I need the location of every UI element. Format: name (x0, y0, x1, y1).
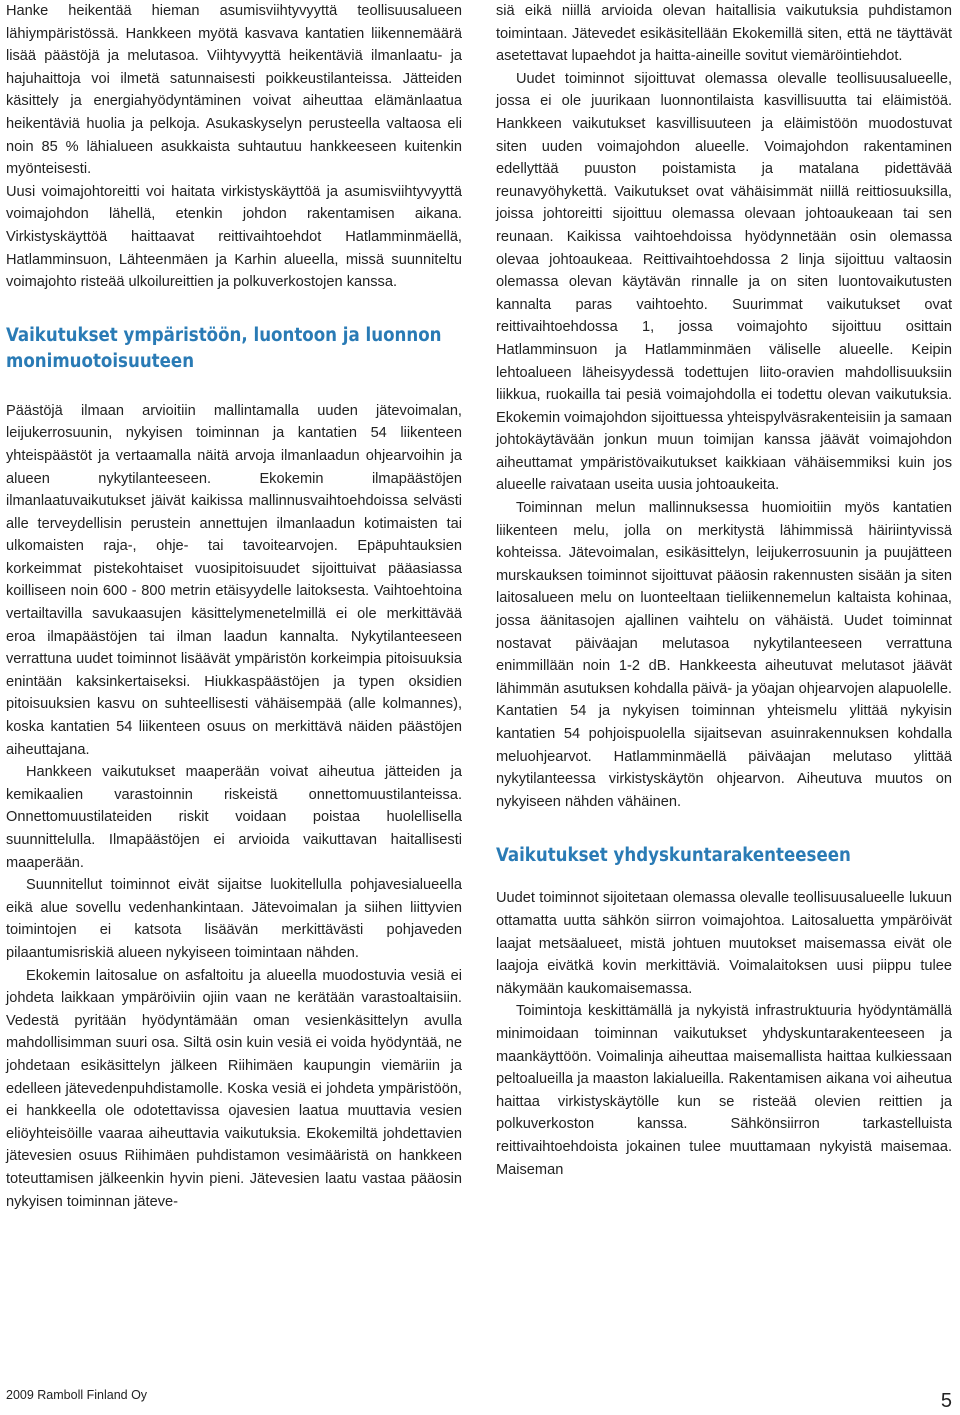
paragraph: Päästöjä ilmaan arvioitiin mallintamalla uuden jätevoimalan, leijukerrosuunin, nykyisen toiminnan ja kantatien 54 liikenteen yhteispäästöt ja vertaamalla näitä arvoja ilmanlaadun ohjearvoihin ja alueen nykytilanteeseen. Ekokemin ilmapäästöjen ilmanlaatuvaikutukset jäivät kaikissa mallinnusvaihtoehdoissa selvästi alle terveydellisin perustein annettujen ilmanlaadun kotimaisten tai ulkomaisten raja-, ohje- tai tavoitearvojen. Epäpuhtauksien korkeimmat pistekohtaiset vuosipitoisuudet sijoittuivat pääasiassa koilliseen noin 600 - 800 metrin etäisyydelle laitoksesta. Vaihtoehtoina vertailtavilla savukaasujen käsittelymenetelmillä ei ole merkittävää eroa ilmapäästöjen tai ilman laadun kannalta. Nykytilanteeseen verrattuna uudet toiminnot lisäävät ympäristön korkeimpia pitoisuuksia enintään kaksinkertaiseksi. Hiukkaspäästöjen ja typen oksidien pitoisuuksien kasvu on suhteellisesti vähäisempää (alle kolmannes), koska kantatien 54 liikenteen osuus on merkittävä näiden päästöjen aiheuttajana. (6, 402, 462, 758)
paragraph: Hankkeen vaikutukset maaperään voivat aiheutua jätteiden ja kemikaalien varastoinnin riskeistä onnettomuustilanteissa. Onnettomuustilateiden riskit voidaan poistaa huolellisella suunnittelulla. Ilmapäästöjen ei arvioida vaikuttavan haitallisesti maaperään. (6, 764, 462, 871)
paragraph: siä eikä niillä arvioida olevan haitallisia vaikutuksia puhdistamon toimintaan. Jätevedet esikäsitellään Ekokemillä siten, että ne täyttävät asetettavat lupaehdot ja haitta-aineille sovitut viemäröintiehdot. (496, 3, 952, 65)
paragraph: Toimintoja keskittämällä ja nykyistä infrastruktuuria hyödyntämällä minimoidaan toiminnan vaikutukset yhdyskuntarakenteeseen ja maankäyttöön. Voimalinja aiheuttaa maisemallista haittaa kulkiessaan peltoalueilla ja maaston lakialueilla. Rakentamisen aikana voi aiheutua haittaa virkistyskäytölle kun se risteää olevien reittien ja polkuverkoston kanssa. Sähkönsiirron tarkastelluista reittivaihtoehdoista jokainen tulee muuttamaan nykyistä maisemaa. Maiseman (496, 1003, 952, 1178)
left-column (6, 0, 462, 1213)
section-heading: Vaikutukset ympäristöön, luontoon ja luonnon monimuotoisuuteen (6, 324, 442, 372)
paragraph: Uudet toiminnot sijoitetaan olemassa olevalle teollisuusalueelle lukuun ottamatta uutta sähkön siirron voimajohtoa. Laitosaluetta ympäröivät laajat metsäalueet, mistä johtuen muutokset maisemassa eivät ole laajoja eivätkä kovin merkittäviä. Voimalaitoksen uusi piippu tulee näkymään kaukomaisemassa. (496, 890, 952, 997)
paragraph: Hanke heikentää hieman asumisviihtyvyyttä teollisuusalueen lähiympäristössä. Hankkeen myötä kasvava kantatien liikennemäärä lisää päästöjä ja melutasoa. Viihtyvyyttä heikentäviä ilmanlaatu- ja hajuhaittoja voi ilmetä satunnaisesti poikkeustilanteissa. Jätteiden käsittely ja energiahyödyntäminen voivat aiheuttaa elämänlaatua heikentäviä huolia ja pelkoja. Asukaskyselyn perusteella valtaosa eli noin 85 % lähialueen asukkaista suhtautuu hankkeeseen kuitenkin myönteisesti. (6, 3, 462, 178)
paragraph: Ekokemin laitosalue on asfaltoitu ja alueella muodostuvia vesiä ei johdeta laikkaan ympäröiviin ojiin vaan ne kerätään varastoaltaisiin. Vedestä pyritään hyödyntämään oman vesienkäsittelyn avulla mahdollisimman suuri osa. Siltä osin kuin vesiä ei voida hyödyntää, ne johdetaan esikäsittelyn jälkeen Riihimäen kaupungin viemäriin ja edelleen jätevedenpuhdistamolle. Koska vesiä ei johdeta ympäristöön, ei hankkeella ole odotettavissa ojavesien laatua muuttavia vesien eliöyhteisöille vaaraa aiheuttavia vaikutuksia. Ekokemiltä johdettavien jätevesien osuus Riihimäen puhdistamon vesimääristä on hankkeen toteuttamisen jälkeenkin hyvin pieni. Jätevesien laatu vastaa pääosin nykyisen toiminnan jäteve- (6, 967, 462, 1210)
page-number: 5 (940, 1390, 952, 1412)
paragraph: Suunnitellut toiminnot eivät sijaitse luokitellulla pohjavesialueella eikä alue sovellu vedenhankintaan. Jätevoimalan ja siihen liittyvien toimintojen ei katsota lisäävän merkittävästi pohjaveden pilaantumisriskiä alueen nykyiseen toimintaan nähden. (6, 877, 462, 961)
section-heading: Vaikutukset yhdyskuntarakenteeseen (496, 845, 851, 867)
paragraph: Uusi voimajohtoreitti voi haitata virkistyskäyttöä ja asumisviihtyvyyttä voimajohdon lähellä, etenkin johdon rakentamisen aikana. Virkistyskäyttöä haittaavat reittivaihtoehdot Hatlamminmäellä, Hatlamminsuon, Lähteenmäen ja Karhin alueella, missä suunniteltu voimajohto risteää ulkoilureittien ja polkuverkostojen kanssa. (6, 183, 462, 291)
paragraph: Uudet toiminnot sijoittuvat olemassa olevalle teollisuusalueelle, jossa ei ole juurikaan luonnontilaista kasvillisuutta tai eläimistöä. Hankkeen vaikutukset kasvillisuuteen ja eläimistöön muodostuvat siten uuden voimajohdon alueelle. Voimajohdon rakentaminen edellyttää puuston poistamista ja matalana pidettävää reunavyöhykettä. Vaikutukset ovat vähäisimmät niillä reittiosuuksilla, joissa johtoreitti sijoittuu olemassa olevaan johtoaukeaan tai sen reunaan. Kaikissa vaihtoehdoissa hyödynnetään osin olemassa olevaa johtoaukeaa. Reittivaihtoehdossa 2 linja sijoittuu valtaosin olemassa olevan käytävän rinnalle ja on siten luontovaikutusten kannalta paras vaihtoehto. Suurimmat vaikutukset ovat reittivaihtoehdossa 1, jossa voimajohto sijoittuu osittain Hatlamminsuon ja Hatlamminmäen väliselle alueelle. Keipin lehtoalueen läheisyydessä todettujen liito-oravien mahdollisuuksiin liikkua, ruokailla tai pesiä voimajohdolla ei todettu olevan vaikutuksia. Ekokemin voimajohdon sijoittuessa yhteispylväsrakenteisiin ja samaan johtokäytävään jonkun muun toimijan kanssa jäävät voimajohdon aiheuttamat ympäristövaikutukset kaikkiaan vähäisemmiksi kuin jos alueelle raivataan useita uusia johtoaukeita. (496, 70, 952, 494)
footer-copyright: 2009 Ramboll Finland Oy (6, 1388, 148, 1402)
right-column (496, 0, 952, 1181)
paragraph: Toiminnan melun mallinnuksessa huomioitiin myös kantatien liikenteen melu, jolla on merkitystä lähimmissä häiriintyvissä kohteissa. Jätevoimalan, esikäsittelyn, leijukerrosuunin ja puujätteen murskauksen toiminnot sijoittuvat pääosin rakennusten sisään ja siten laitosalueen melu on luonteeltaan tieliikennemelun kaltaista kohinaa, jossa äänitasojen ajallinen vaihtelu on vähäistä. Uudet toiminnat nostavat päiväajan melutasoa nykytilanteeseen verrattuna enimmillään noin 1-2 dB. Hankkeesta aiheutuvat melutasot jäävät lähimmän asutuksen kohdalla päivä- ja yöajan ohjearvojen alapuolelle. Kantatien 54 ja nykyisen toiminnan yhteismelu ylittää nykyisin kantatien 54 pohjoispuolella sijaitsevan asuinrakennuksen kohdalla meluohjearvot. Hatlamminmäellä päiväajan melutaso ylittää nykytilanteessa virkistyskäytön ohjearvon. Aiheutuva muutos on nykyiseen nähden vähäinen. (496, 500, 952, 810)
